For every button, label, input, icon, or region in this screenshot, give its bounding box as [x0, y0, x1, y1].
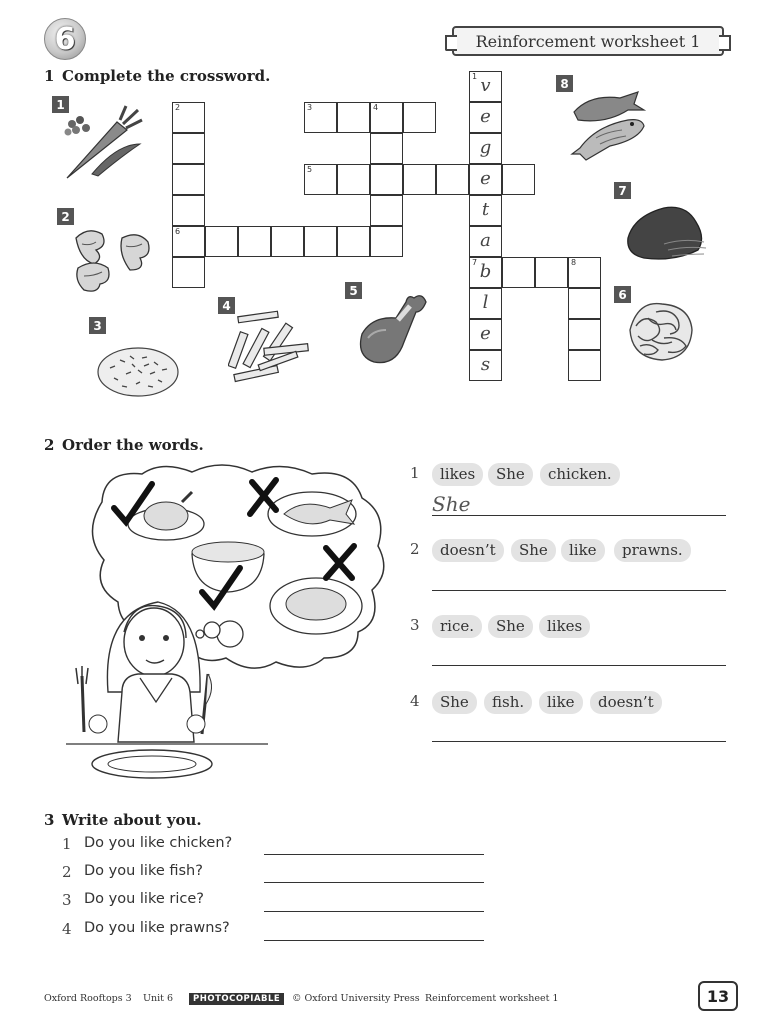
crossword-letter: a: [480, 230, 491, 251]
footer-series: Oxford Rooftops 3: [44, 993, 132, 1004]
word-chip[interactable]: prawns.: [614, 539, 691, 562]
clue-number-1: 1: [472, 72, 478, 81]
crossword-cell[interactable]: [403, 164, 436, 195]
crossword-cell[interactable]: [568, 319, 601, 350]
picture-number-8: 8: [556, 75, 573, 92]
section-3-heading: [44, 811, 202, 829]
crossword-cell[interactable]: [469, 133, 502, 164]
crossword-letter: l: [482, 292, 489, 313]
answer-line[interactable]: [264, 911, 484, 912]
word-chip[interactable]: She: [488, 615, 533, 638]
crossword-cell[interactable]: [436, 164, 469, 195]
crossword-letter: t: [481, 199, 490, 220]
rice-illustration: [96, 338, 180, 400]
unit-badge: [44, 18, 86, 60]
question-text: Do you like prawns?: [84, 920, 230, 936]
footer-unit: Unit 6: [143, 993, 174, 1004]
crossword-cell[interactable]: [337, 164, 370, 195]
crossword-cell[interactable]: [172, 133, 205, 164]
crossword-cell[interactable]: [370, 195, 403, 226]
crossword-letter: e: [480, 323, 491, 344]
picture-number-4: 4: [218, 297, 235, 314]
word-chip[interactable]: likes: [432, 463, 483, 486]
page-number: 13: [698, 981, 738, 1011]
word-chip[interactable]: She: [511, 539, 556, 562]
answer-line[interactable]: [432, 515, 726, 516]
picture-number-7: 7: [614, 182, 631, 199]
crossword-cell[interactable]: [469, 257, 502, 288]
crossword-cell[interactable]: [502, 164, 535, 195]
word-chip[interactable]: like: [561, 539, 605, 562]
order-item-number: 1: [410, 464, 420, 482]
crossword-cell[interactable]: [337, 226, 370, 257]
crossword-cell[interactable]: [205, 226, 238, 257]
clue-number-4: 4: [373, 103, 379, 112]
crossword-cell[interactable]: [469, 350, 502, 381]
crossword-cell[interactable]: [469, 195, 502, 226]
crossword-cell[interactable]: [568, 350, 601, 381]
word-chip[interactable]: likes: [539, 615, 590, 638]
picture-number-2: 2: [57, 208, 74, 225]
word-chip[interactable]: like: [539, 691, 583, 714]
order-item-number: 4: [410, 692, 420, 710]
clue-number-5: 5: [307, 165, 313, 174]
crossword-letter: s: [480, 354, 491, 375]
crossword-cell[interactable]: [304, 226, 337, 257]
vegetables-illustration: [62, 104, 147, 182]
section-instruction: Order the words.: [62, 436, 204, 454]
word-chip[interactable]: rice.: [432, 615, 482, 638]
clue-number-2: 2: [175, 103, 181, 112]
answer-line[interactable]: [264, 882, 484, 883]
answer-line[interactable]: [264, 940, 484, 941]
word-chip[interactable]: doesn’t: [590, 691, 662, 714]
question-number: 4: [62, 920, 72, 938]
crossword-cell[interactable]: [271, 226, 304, 257]
crossword-cell[interactable]: [172, 257, 205, 288]
worksheet-title: Reinforcement worksheet 1: [452, 26, 724, 56]
question-text: Do you like rice?: [84, 891, 204, 907]
unit-number: 6: [54, 21, 76, 57]
footer-sheet: Reinforcement worksheet 1: [425, 993, 559, 1004]
crossword-cell[interactable]: [502, 257, 535, 288]
crossword-cell[interactable]: [172, 195, 205, 226]
crossword-letter: e: [480, 168, 491, 189]
clue-number-3: 3: [307, 103, 313, 112]
section-1-heading: [44, 67, 270, 85]
meat-illustration: [624, 204, 708, 264]
crossword-cell[interactable]: [304, 164, 337, 195]
crossword-cell[interactable]: [370, 102, 403, 133]
fish-illustration: [566, 88, 648, 168]
word-chip[interactable]: chicken.: [540, 463, 620, 486]
girl-thinking-illustration: [62, 462, 392, 787]
order-item-number: 3: [410, 616, 420, 634]
picture-number-1: 1: [52, 96, 69, 113]
answer-line[interactable]: [432, 665, 726, 666]
crossword-cell[interactable]: [469, 71, 502, 102]
crossword-cell[interactable]: [370, 133, 403, 164]
crossword-cell[interactable]: [403, 102, 436, 133]
crossword-cell[interactable]: [568, 257, 601, 288]
answer-line[interactable]: [264, 854, 484, 855]
noodles-illustration: [624, 296, 698, 364]
photocopiable-label: PHOTOCOPIABLE: [189, 993, 284, 1005]
clue-number-7: 7: [472, 258, 478, 267]
crossword-cell[interactable]: [172, 102, 205, 133]
crossword-letter: e: [480, 106, 491, 127]
section-instruction: Complete the crossword.: [62, 67, 271, 85]
footer-publisher: © Oxford University Press: [292, 993, 420, 1004]
prawns-illustration: [68, 224, 154, 296]
order-item-number: 2: [410, 540, 420, 558]
chicken-leg-illustration: [352, 290, 432, 366]
answer-line[interactable]: [432, 590, 726, 591]
section-instruction: Write about you.: [62, 811, 202, 829]
crossword-cell[interactable]: [304, 102, 337, 133]
crossword-letter: v: [480, 75, 491, 96]
word-chip[interactable]: fish.: [484, 691, 532, 714]
picture-number-6: 6: [614, 286, 631, 303]
word-chip[interactable]: doesn’t: [432, 539, 504, 562]
crossword-cell[interactable]: [172, 164, 205, 195]
picture-number-5: 5: [345, 282, 362, 299]
crossword-cell[interactable]: [172, 226, 205, 257]
crossword-cell[interactable]: [469, 164, 502, 195]
section-number: 2: [44, 436, 55, 454]
chips-illustration: [228, 308, 310, 384]
word-chip[interactable]: She: [432, 691, 477, 714]
picture-number-3: 3: [89, 317, 106, 334]
crossword-cell[interactable]: [469, 288, 502, 319]
word-chip[interactable]: She: [488, 463, 533, 486]
crossword-letter: b: [479, 261, 492, 282]
question-number: 2: [62, 863, 72, 881]
crossword-cell[interactable]: [238, 226, 271, 257]
crossword-cell[interactable]: [535, 257, 568, 288]
crossword-cell[interactable]: [370, 164, 403, 195]
crossword-letter: g: [479, 137, 492, 158]
clue-number-6: 6: [175, 227, 181, 236]
question-text: Do you like chicken?: [84, 835, 233, 851]
crossword-cell[interactable]: [337, 102, 370, 133]
section-number: 3: [44, 811, 55, 829]
crossword-cell[interactable]: [469, 102, 502, 133]
example-answer: She: [432, 492, 471, 516]
section-2-heading: [44, 436, 204, 454]
crossword-cell[interactable]: [469, 319, 502, 350]
question-number: 3: [62, 891, 72, 909]
answer-line[interactable]: [432, 741, 726, 742]
crossword-cell[interactable]: [568, 288, 601, 319]
crossword-cell[interactable]: [469, 226, 502, 257]
clue-number-8: 8: [571, 258, 577, 267]
crossword-cell[interactable]: [370, 226, 403, 257]
question-number: 1: [62, 835, 72, 853]
question-text: Do you like fish?: [84, 863, 203, 879]
section-number: 1: [44, 67, 55, 85]
